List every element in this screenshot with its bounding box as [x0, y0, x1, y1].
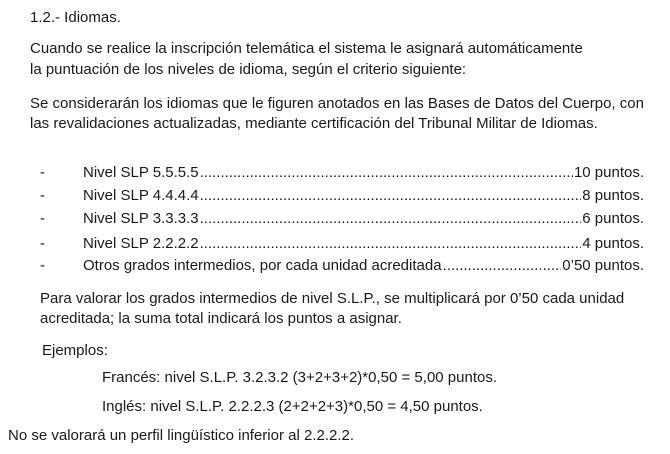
- list-item: [30, 234, 644, 254]
- example-english: Inglés: nivel S.L.P. 2.2.2.3 (2+2+2+3)*0,50 = 4,50 puntos.: [102, 398, 483, 415]
- dot-leader: [200, 186, 582, 206]
- list-dash: -: [40, 210, 45, 227]
- list-item-points: 0’50 puntos.: [562, 257, 644, 274]
- list-item: [30, 163, 644, 183]
- list-item: [30, 186, 644, 206]
- list-item-label: Nivel SLP 3.3.3.3: [83, 210, 199, 227]
- examples-label: Ejemplos:: [42, 342, 108, 359]
- list-dash: -: [40, 257, 45, 274]
- list-dash: -: [40, 164, 45, 181]
- list-item-label: Nivel SLP 4.4.4.4: [83, 187, 199, 204]
- section-heading: 1.2.- Idiomas.: [30, 9, 121, 26]
- list-dash: -: [40, 187, 45, 204]
- list-item-label: Otros grados intermedios, por cada unidad acreditada: [83, 257, 442, 274]
- intro-paragraph-line-2: la puntuación de los niveles de idioma, según el criterio siguiente:: [30, 61, 467, 78]
- list-item-points: 10 puntos.: [573, 164, 644, 181]
- list-item-label: Nivel SLP 5.5.5.5: [83, 164, 199, 181]
- databases-paragraph: Se considerarán los idiomas que le figuren anotados en las Bases de Datos del Cuerpo, con las revalidaciones actualizadas, mediante certificación del Tribunal Militar de Idiomas.: [30, 95, 644, 132]
- dot-leader: [200, 209, 582, 229]
- dot-leader: [443, 256, 562, 276]
- list-item-points: 4 puntos.: [582, 235, 644, 252]
- list-item-points: 8 puntos.: [582, 187, 644, 204]
- intro-paragraph-line-1: Cuando se realice la inscripción telemática el sistema le asignará automáticamente: [30, 40, 583, 57]
- example-french: Francés: nivel S.L.P. 3.2.3.2 (3+2+3+2)*0,50 = 5,00 puntos.: [102, 369, 497, 386]
- list-item: [30, 256, 644, 276]
- list-item-label: Nivel SLP 2.2.2.2: [83, 235, 199, 252]
- list-dash: -: [40, 235, 45, 252]
- list-item-points: 6 puntos.: [582, 210, 644, 227]
- final-note: No se valorará un perfil lingüístico inferior al 2.2.2.2.: [8, 427, 355, 444]
- intermediate-grades-paragraph: Para valorar los grados intermedios de nivel S.L.P., se multiplicará por 0’50 cada unidad acreditada; la suma total indicará los puntos a asignar.: [40, 290, 625, 327]
- list-item: [30, 209, 644, 229]
- dot-leader: [200, 234, 582, 254]
- dot-leader: [200, 163, 573, 183]
